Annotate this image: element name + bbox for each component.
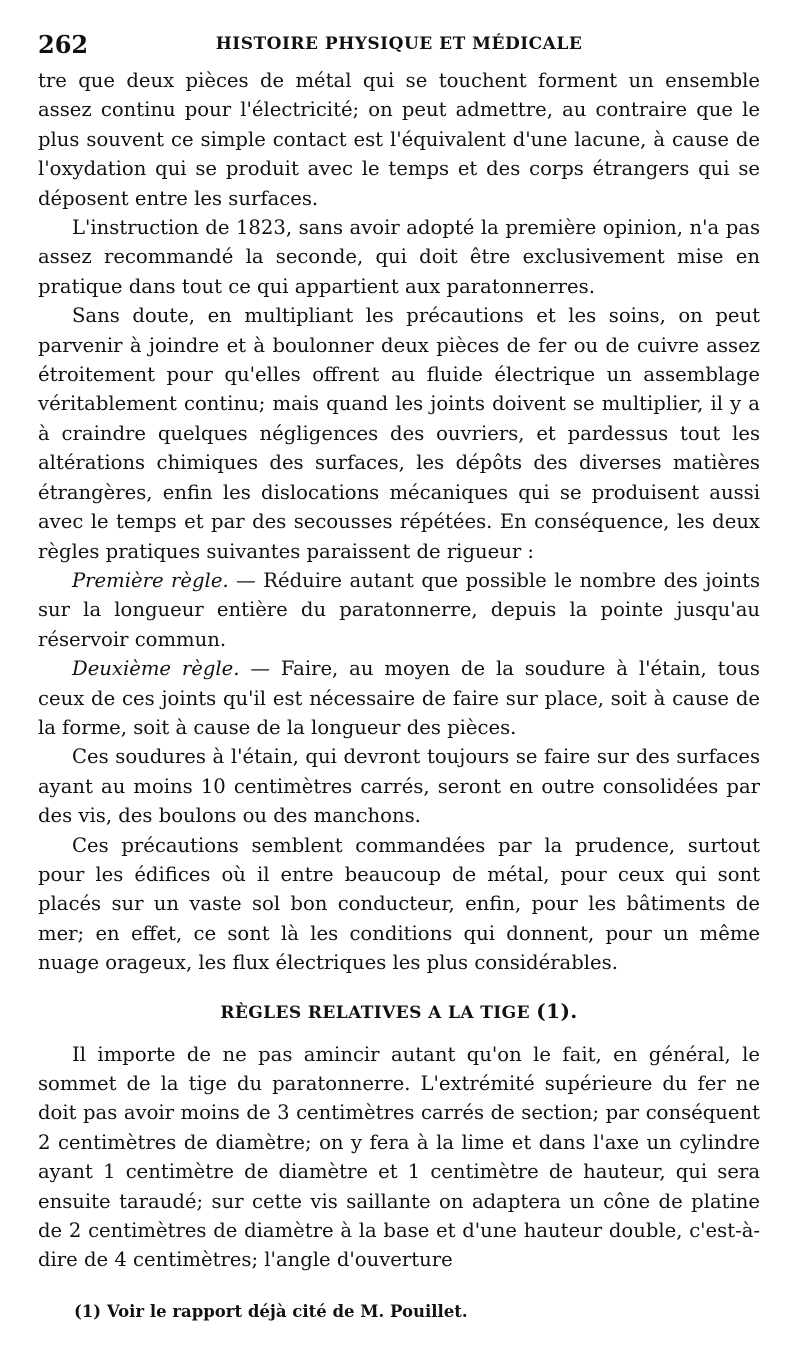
footnote-reference: (1). xyxy=(536,998,578,1023)
paragraph-continuation: tre que deux pièces de métal qui se touchent forment un ensemble assez continu pour l'électricité; on peut admettre, au contraire que le plus souvent ce simple contact est l'équivalent d'une lacune, à cause de l'oxydation qui se produit avec le temps et des corps étrangers qui se déposent entre les surfaces. xyxy=(38,69,760,210)
first-rule-text: — Réduire autant que possible le nombre des joints sur la longueur entière du paratonnerre, depuis la pointe jusqu'au réservoir commun. xyxy=(38,568,760,651)
paragraph-first-rule xyxy=(38,566,760,654)
paragraph-precautions: Sans doute, en multipliant les précautions et les soins, on peut parvenir à joindre et à boulonner deux pièces de fer ou de cuivre assez étroitement pour qu'elles offrent au fluide électrique un assemblage véritablement continu; mais quand les joints doivent se multiplier, il y a à craindre quelques négligences des ouvriers, et pardessus tout les altérations chimiques des surfaces, les dépôts des diverses matières étrangères, enfin les dislocations mécaniques qui se produisent aussi avec le temps et par des secousses répétées. En conséquence, les deux règles pratiques suivantes paraissent de rigueur : xyxy=(38,304,760,563)
second-rule-text: — Faire, au moyen de la soudure à l'étain, tous ceux de ces joints qu'il est nécessaire de faire sur place, soit à cause de la forme, soit à cause de la longueur des pièces. xyxy=(38,657,760,739)
running-head xyxy=(38,22,760,66)
running-title: HISTOIRE PHYSIQUE ET MÉDICALE xyxy=(215,34,583,54)
paragraph-rod-tip: Il importe de ne pas amincir autant qu'on le fait, en général, le sommet de la tige du paratonnerre. L'extrémité supérieure du fer ne doit pas avoir moins de 3 centimètres carrés de section; par conséquent 2 centimètres de diamètre; on y fera à la lime et dans l'axe un cylindre ayant 1 centimètre de diamètre et 1 centimètre de hauteur, qui sera ensuite taraudé; sur cette vis saillante on adaptera un cône de platine de 2 centimètres de diamètre à la base et d'une hauteur double, c'est-à-dire de 4 centimètres; l'angle d'ouverture xyxy=(38,1042,760,1272)
first-rule-label: Première règle. xyxy=(72,568,229,592)
page-number: 262 xyxy=(38,30,89,59)
body-text xyxy=(38,66,760,1275)
paragraph-solder: Ces soudures à l'étain, qui devront toujours se faire sur des surfaces ayant au moins 10 centimètres carrés, seront en outre consolidées par des vis, des boulons ou des manchons. xyxy=(38,745,760,828)
paragraph-second-rule xyxy=(38,654,760,742)
section-title xyxy=(38,998,760,1026)
footnote: (1) Voir le rapport déjà cité de M. Pouillet. xyxy=(74,1301,468,1321)
second-rule-label: Deuxième règle. xyxy=(72,657,240,681)
paragraph-prudence: Ces précautions semblent commandées par la prudence, surtout pour les édifices où il entre beaucoup de métal, pour ceux qui sont placés sur un vaste sol bon conducteur, enfin, pour les bâtiments de mer; en effet, ce sont là les conditions qui donnent, pour un même nuage orageux, les flux électriques les plus considérables. xyxy=(38,833,760,975)
section-title-text: RÈGLES RELATIVES A LA TIGE xyxy=(220,1002,530,1023)
paragraph-instruction-1823: L'instruction de 1823, sans avoir adopté la première opinion, n'a pas assez recommandé la seconde, qui doit être exclusivement mise en pratique dans tout ce qui appartient aux paratonnerres. xyxy=(38,216,760,298)
